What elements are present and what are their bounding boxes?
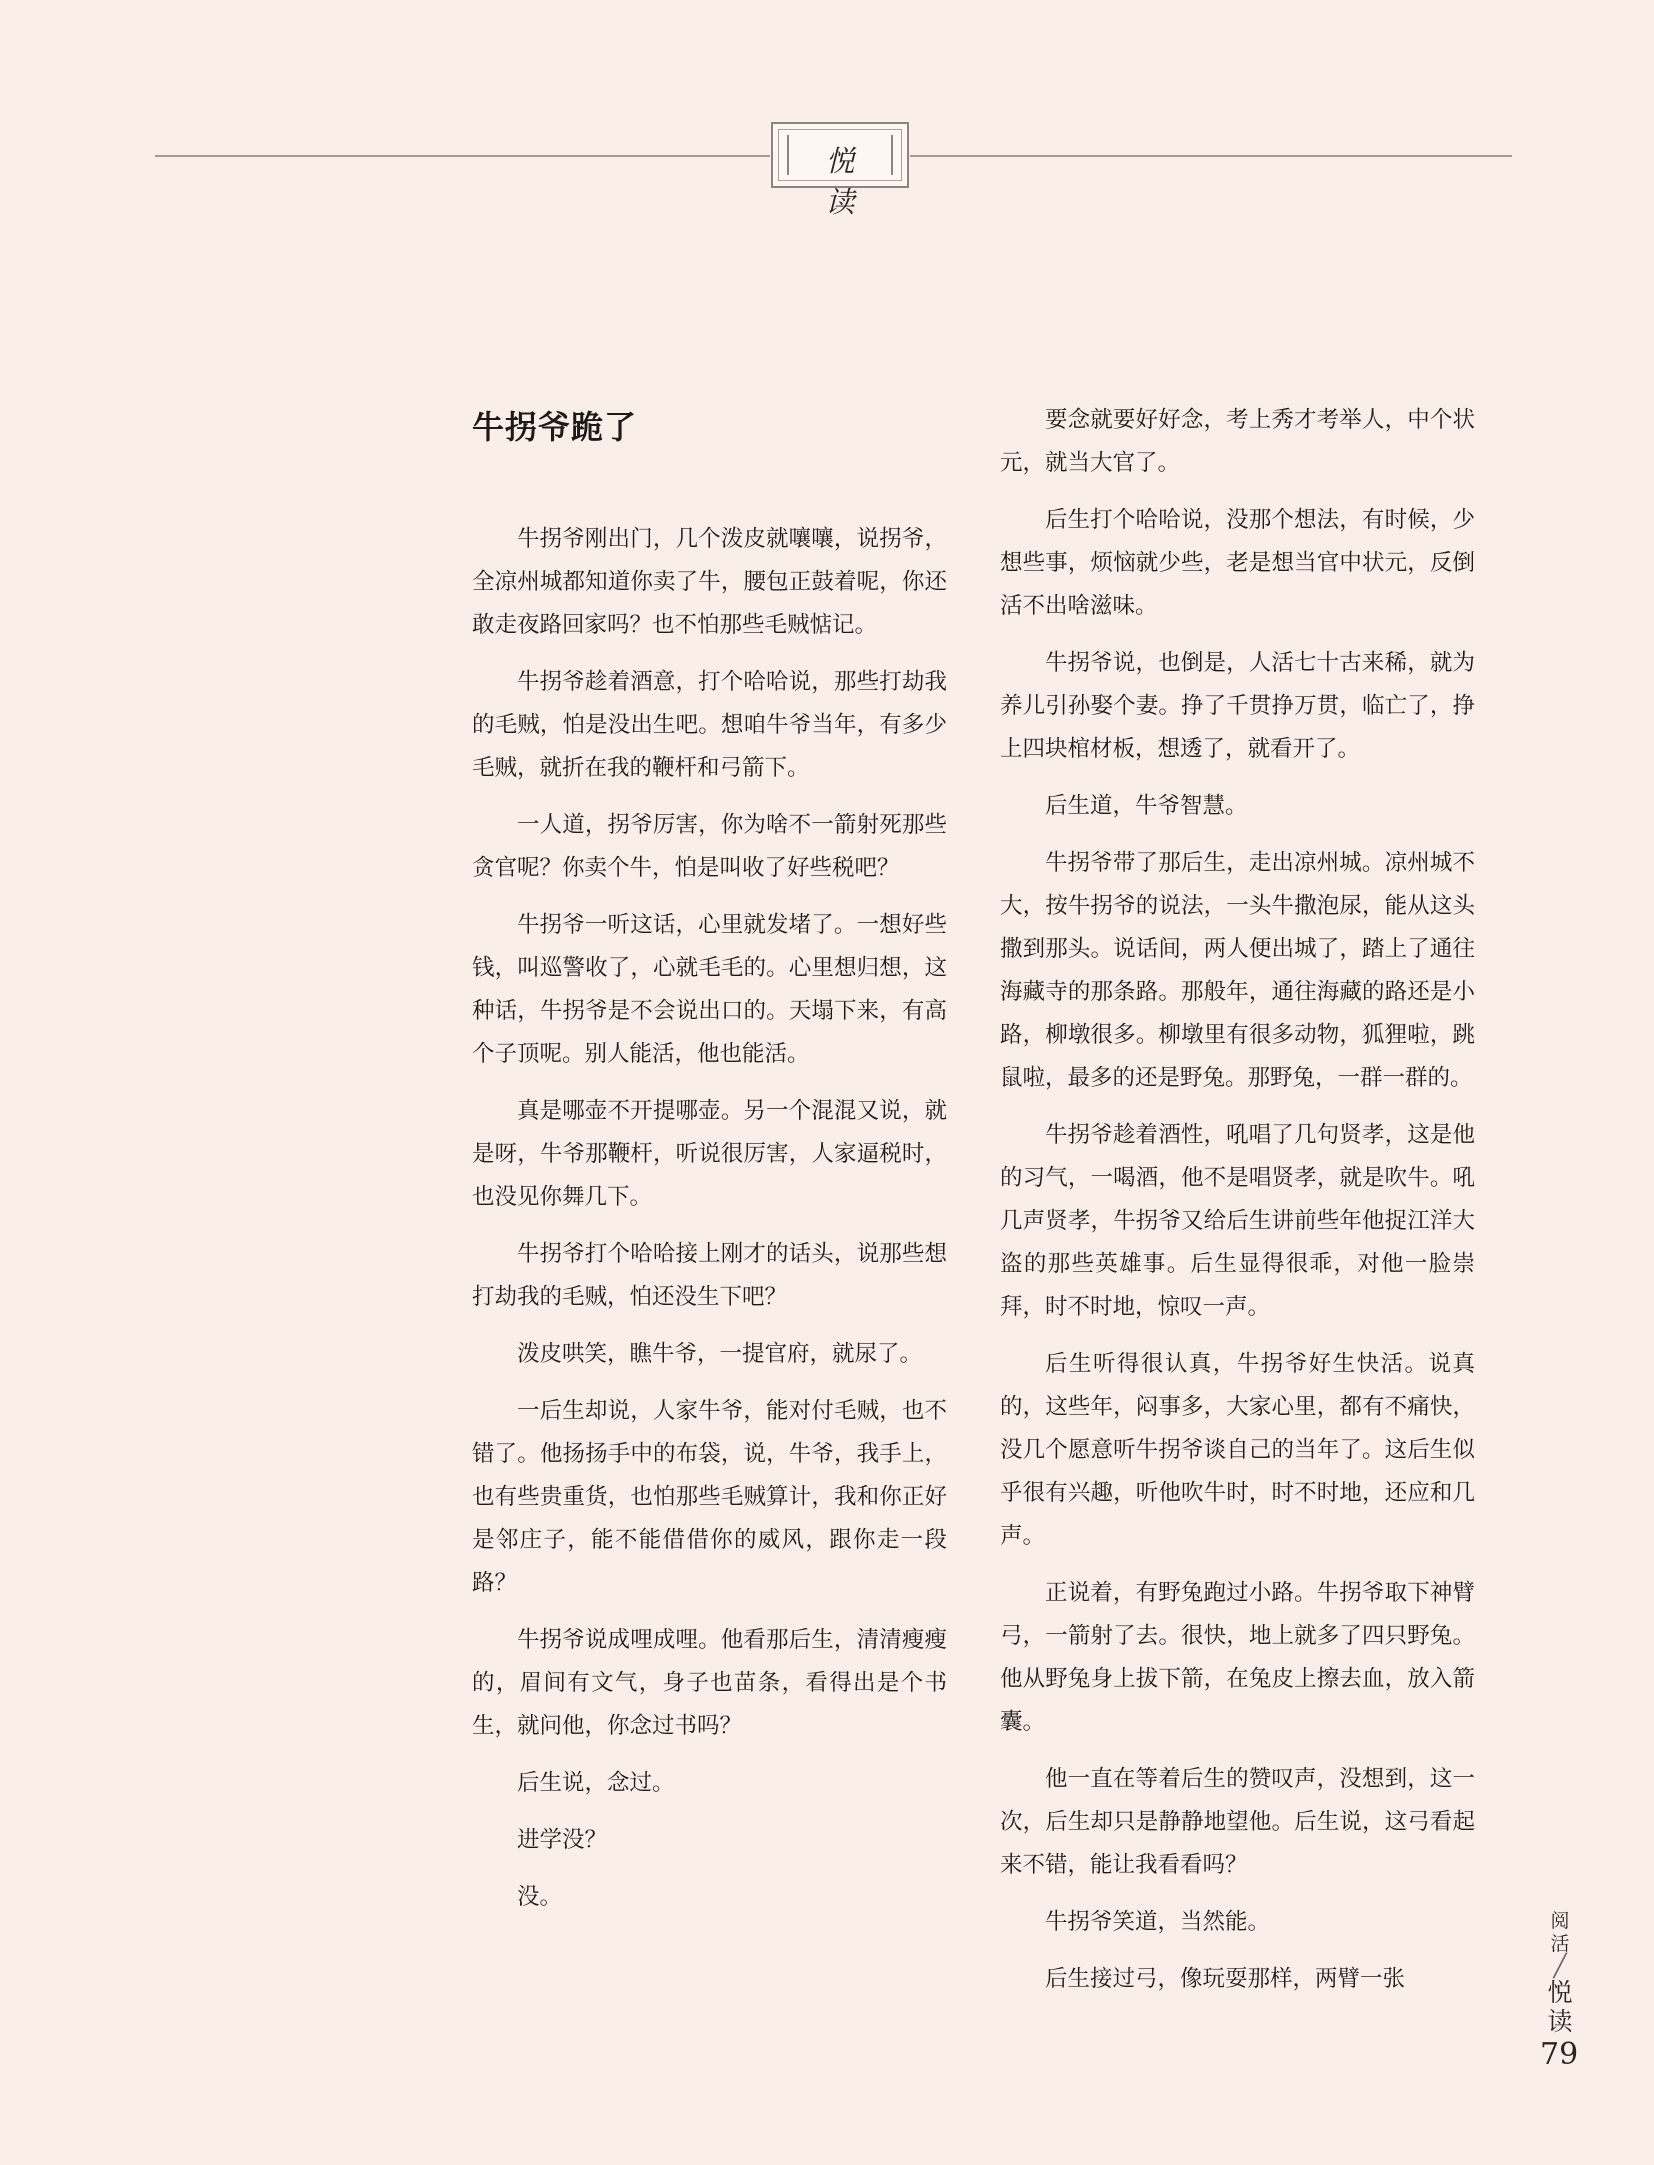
article-paragraph: 要念就要好好念，考上秀才考举人，中个状元，就当大官了。 <box>1000 407 1475 476</box>
article-paragraph: 真是哪壶不开提哪壶。另一个混混又说，就是呀，牛爷那鞭杆，听说很厉害，人家逼税时，也没见你舞几下。 <box>472 1098 947 1210</box>
section-badge <box>771 122 909 219</box>
header-rule-right <box>910 155 1512 157</box>
magazine-name: 阅活 <box>1550 1910 1570 1955</box>
article-column-right <box>1000 399 1475 2015</box>
article-paragraph: 进学没？ <box>517 1827 608 1853</box>
article-title: 牛拐爷跪了 <box>472 408 638 446</box>
article-paragraph: 后生接过弓，像玩耍那样，两臂一张 <box>1045 1966 1406 1992</box>
section-badge-label: 悦 读 <box>825 144 873 219</box>
article-paragraph: 后生说，念过。 <box>517 1770 675 1796</box>
article-paragraph: 泼皮哄笑，瞧牛爷，一提官府，就尿了。 <box>517 1341 923 1367</box>
article-paragraph: 牛拐爷趁着酒意，打个哈哈说，那些打劫我的毛贼，怕是没出生吧。想咱牛爷当年，有多少毛贼，就折在我的鞭杆和弓箭下。 <box>472 669 947 781</box>
magazine-section-label <box>1543 1910 1577 2036</box>
article-paragraph: 牛拐爷刚出门，几个泼皮就嚷嚷，说拐爷，全凉州城都知道你卖了牛，腰包正鼓着呢，你还敢走夜路回家吗？也不怕那些毛贼惦记。 <box>472 526 947 638</box>
label-divider: ╱ <box>1553 1954 1567 1979</box>
header-rule-left <box>155 155 770 157</box>
article-paragraph: 后生打个哈哈说，没那个想法，有时候，少想些事，烦恼就少些，老是想当官中状元，反倒活不出啥滋味。 <box>1000 507 1475 619</box>
article-paragraph: 一后生却说，人家牛爷，能对付毛贼，也不错了。他扬扬手中的布袋，说，牛爷，我手上，也有些贵重货，也怕那些毛贼算计，我和你正好是邻庄子，能不能借借你的威风，跟你走一段路？ <box>472 1398 947 1596</box>
article-paragraph: 牛拐爷一听这话，心里就发堵了。一想好些钱，叫巡警收了，心就毛毛的。心里想归想，这种话，牛拐爷是不会说出口的。天塌下来，有高个子顶呢。别人能活，他也能活。 <box>472 912 947 1067</box>
article-paragraph: 没。 <box>517 1884 563 1910</box>
section-name: 悦读 <box>1547 1978 1573 2036</box>
article-paragraph: 牛拐爷笑道，当然能。 <box>1045 1909 1271 1935</box>
article-paragraph: 后生听得很认真，牛拐爷好生快活。说真的，这些年，闷事多，大家心里，都有不痛快，没几个愿意听牛拐爷谈自己的当年了。这后生似乎很有兴趣，听他吹牛时，时不时地，还应和几声。 <box>1000 1351 1475 1549</box>
article-paragraph: 后生道，牛爷智慧。 <box>1045 793 1248 819</box>
article-paragraph: 牛拐爷说，也倒是，人活七十古来稀，就为养儿引孙娶个妻。挣了千贯挣万贯，临亡了，挣上四块棺材板，想透了，就看开了。 <box>1000 650 1475 762</box>
article-paragraph: 他一直在等着后生的赞叹声，没想到，这一次，后生却只是静静地望他。后生说，这弓看起来不错，能让我看看吗？ <box>1000 1766 1475 1878</box>
article-paragraph: 牛拐爷说成哩成哩。他看那后生，清清瘦瘦的，眉间有文气，身子也苗条，看得出是个书生，就问他，你念过书吗？ <box>472 1627 947 1739</box>
article-paragraph: 牛拐爷趁着酒性，吼唱了几句贤孝，这是他的习气，一喝酒，他不是唱贤孝，就是吹牛。吼几声贤孝，牛拐爷又给后生讲前些年他捉江洋大盗的那些英雄事。后生显得很乖，对他一脸崇拜，时不时地，惊叹一声。 <box>1000 1122 1475 1320</box>
article-paragraph: 牛拐爷带了那后生，走出凉州城。凉州城不大，按牛拐爷的说法，一头牛撒泡尿，能从这头撒到那头。说话间，两人便出城了，踏上了通往海藏寺的那条路。那般年，通往海藏的路还是小路，柳墩很多。柳墩里有很多动物，狐狸啦，跳鼠啦，最多的还是野兔。那野兔，一群一群的。 <box>1000 850 1475 1091</box>
article-paragraph: 正说着，有野兔跑过小路。牛拐爷取下神臂弓，一箭射了去。很快，地上就多了四只野兔。他从野兔身上拔下箭，在兔皮上擦去血，放入箭囊。 <box>1000 1580 1475 1735</box>
article-paragraph: 牛拐爷打个哈哈接上刚才的话头，说那些想打劫我的毛贼，怕还没生下吧？ <box>472 1241 947 1310</box>
page-number: 79 <box>1540 2037 1579 2072</box>
article-column-left <box>472 518 947 1933</box>
article-paragraph: 一人道，拐爷厉害，你为啥不一箭射死那些贪官呢？你卖个牛，怕是叫收了好些税吧？ <box>472 812 947 881</box>
